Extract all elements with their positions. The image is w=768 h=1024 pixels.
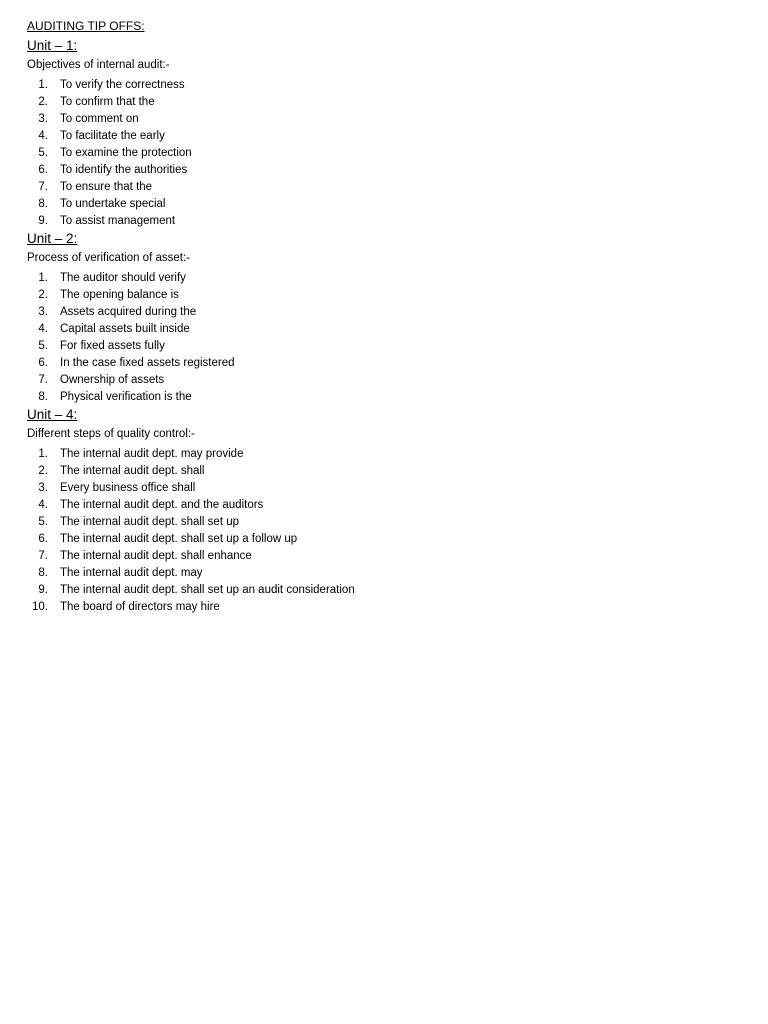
list-item bbox=[27, 213, 747, 230]
list-item-number: 10. bbox=[32, 601, 48, 613]
list-item bbox=[27, 463, 747, 480]
numbered-list bbox=[27, 270, 747, 406]
list-item-text: The internal audit dept. may provide bbox=[60, 448, 244, 460]
list-item-text: The internal audit dept. shall enhance bbox=[60, 550, 252, 562]
numbered-list bbox=[27, 77, 747, 230]
list-item-number: 6. bbox=[38, 164, 48, 176]
list-item bbox=[27, 389, 747, 406]
document-page bbox=[27, 18, 747, 616]
list-item-number: 4. bbox=[38, 499, 48, 511]
list-item-text: To examine the protection bbox=[60, 147, 192, 159]
list-item bbox=[27, 128, 747, 145]
unit-heading: Unit – 2: bbox=[27, 231, 78, 246]
list-item-text: To undertake special bbox=[60, 198, 166, 210]
list-item bbox=[27, 480, 747, 497]
list-item-text: The internal audit dept. shall set up an audit consideration bbox=[60, 584, 355, 596]
list-item bbox=[27, 497, 747, 514]
list-item-number: 1. bbox=[38, 79, 48, 91]
list-item-number: 3. bbox=[38, 113, 48, 125]
list-item-text: Assets acquired during the bbox=[60, 306, 197, 318]
list-item-number: 5. bbox=[38, 147, 48, 159]
list-item bbox=[27, 270, 747, 287]
section-intro: Process of verification of asset:- bbox=[27, 252, 190, 264]
list-item-number: 9. bbox=[38, 584, 48, 596]
list-item bbox=[27, 321, 747, 338]
unit-heading: Unit – 1: bbox=[27, 38, 78, 53]
list-item-number: 5. bbox=[38, 516, 48, 528]
unit-section bbox=[27, 406, 747, 616]
list-item-text: To identify the authorities bbox=[60, 164, 188, 176]
list-item-text: To verify the correctness bbox=[60, 79, 185, 91]
list-item-number: 7. bbox=[38, 374, 48, 386]
list-item bbox=[27, 179, 747, 196]
list-item bbox=[27, 111, 747, 128]
list-item-number: 8. bbox=[38, 198, 48, 210]
list-item-text: The internal audit dept. shall set up bbox=[60, 516, 240, 528]
list-item bbox=[27, 304, 747, 321]
list-item-text: To assist management bbox=[60, 215, 176, 227]
list-item bbox=[27, 514, 747, 531]
list-item-text: The board of directors may hire bbox=[60, 601, 220, 613]
list-item bbox=[27, 548, 747, 565]
list-item-number: 3. bbox=[38, 482, 48, 494]
list-item-text: To ensure that the bbox=[60, 181, 153, 193]
list-item-text: The internal audit dept. shall set up a follow up bbox=[60, 533, 298, 545]
list-item bbox=[27, 531, 747, 548]
list-item-text: Ownership of assets bbox=[60, 374, 165, 386]
document-title: AUDITING TIP OFFS: bbox=[27, 19, 145, 33]
section-intro: Different steps of quality control:- bbox=[27, 428, 195, 440]
list-item-text: The auditor should verify bbox=[60, 272, 186, 284]
list-item-number: 8. bbox=[38, 567, 48, 579]
list-item-number: 4. bbox=[38, 323, 48, 335]
list-item-text: Capital assets built inside bbox=[60, 323, 190, 335]
list-item bbox=[27, 145, 747, 162]
list-item-text: Every business office shall bbox=[60, 482, 196, 494]
numbered-list bbox=[27, 446, 747, 616]
list-item bbox=[27, 372, 747, 389]
list-item-number: 5. bbox=[38, 340, 48, 352]
list-item-number: 6. bbox=[38, 533, 48, 545]
list-item-text: Physical verification is the bbox=[60, 391, 192, 403]
list-item-number: 6. bbox=[38, 357, 48, 369]
unit-heading: Unit – 4: bbox=[27, 407, 78, 422]
list-item bbox=[27, 196, 747, 213]
list-item bbox=[27, 338, 747, 355]
list-item-number: 9. bbox=[38, 215, 48, 227]
list-item bbox=[27, 446, 747, 463]
list-item-text: The internal audit dept. may bbox=[60, 567, 203, 579]
list-item-number: 4. bbox=[38, 130, 48, 142]
list-item-number: 1. bbox=[38, 272, 48, 284]
list-item-number: 3. bbox=[38, 306, 48, 318]
list-item bbox=[27, 582, 747, 599]
list-item-number: 8. bbox=[38, 391, 48, 403]
unit-section bbox=[27, 37, 747, 230]
list-item-number: 7. bbox=[38, 181, 48, 193]
list-item-text: To confirm that the bbox=[60, 96, 155, 108]
list-item-text: In the case fixed assets registered bbox=[60, 357, 235, 369]
list-item-text: To facilitate the early bbox=[60, 130, 165, 142]
list-item bbox=[27, 287, 747, 304]
list-item bbox=[27, 77, 747, 94]
list-item-number: 2. bbox=[38, 289, 48, 301]
unit-section bbox=[27, 230, 747, 406]
list-item-number: 1. bbox=[38, 448, 48, 460]
list-item-text: The internal audit dept. shall bbox=[60, 465, 205, 477]
list-item bbox=[27, 94, 747, 111]
list-item-number: 2. bbox=[38, 96, 48, 108]
list-item-number: 2. bbox=[38, 465, 48, 477]
list-item-text: The opening balance is bbox=[60, 289, 179, 301]
list-item-text: For fixed assets fully bbox=[60, 340, 165, 352]
list-item bbox=[27, 599, 747, 616]
document-sections bbox=[27, 37, 747, 616]
list-item bbox=[27, 565, 747, 582]
list-item-text: The internal audit dept. and the auditors bbox=[60, 499, 264, 511]
list-item-number: 7. bbox=[38, 550, 48, 562]
list-item bbox=[27, 162, 747, 179]
list-item bbox=[27, 355, 747, 372]
section-intro: Objectives of internal audit:- bbox=[27, 59, 170, 71]
list-item-text: To comment on bbox=[60, 113, 139, 125]
